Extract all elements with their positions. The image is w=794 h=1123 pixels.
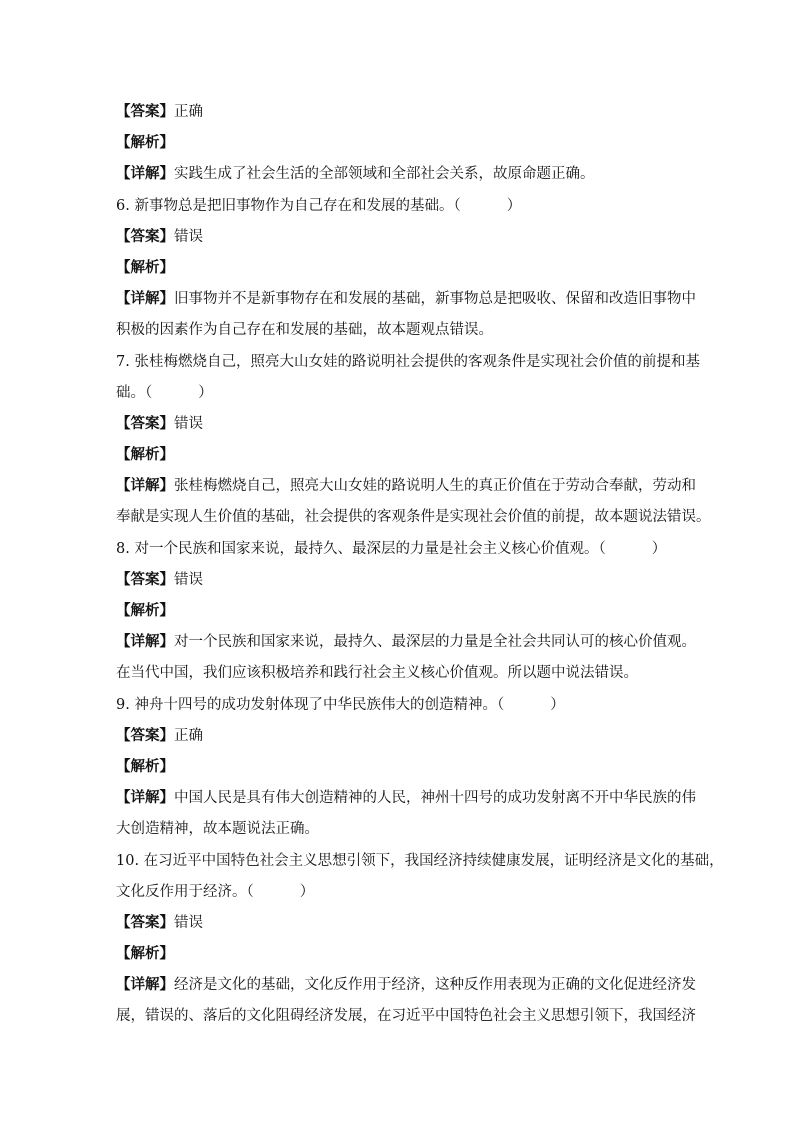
detail-line: 【详解】中国人民是具有伟大创造精神的人民，神州十四号的成功发射离不开中华民族的伟 xyxy=(116,789,696,806)
answer-tag: 【答案】 xyxy=(116,103,174,120)
detail-tag: 【详解】 xyxy=(116,477,174,494)
analysis-line xyxy=(116,758,174,776)
analysis-line xyxy=(116,602,174,620)
detail-line: 【详解】经济是文化的基础，文化反作用于经济，这种反作用表现为正确的文化促进经济发 xyxy=(116,976,696,993)
question-7: 7. 张桂梅燃烧自己，照亮大山女娃的路说明社会提供的客观条件是实现社会价值的前提和基 xyxy=(116,354,700,370)
analysis-tag: 【解析】 xyxy=(116,602,174,619)
detail-continuation: 奉献是实现人生价值的基础，社会提供的客观条件是实现社会价值的前提，故本题说法错误。 xyxy=(116,509,711,525)
detail-line: 【详解】实践生成了社会生活的全部领域和全部社会关系，故原命题正确。 xyxy=(116,165,595,182)
detail-tag: 【详解】 xyxy=(116,290,174,307)
detail-line: 【详解】对一个民族和国家来说，最持久、最深层的力量是全社会共同认可的核心价值观。 xyxy=(116,633,696,650)
detail-line: 【详解】旧事物并不是新事物存在和发展的基础，新事物总是把吸收、保留和改造旧事物中 xyxy=(116,290,696,307)
detail-tag: 【详解】 xyxy=(116,789,174,806)
analysis-tag: 【解析】 xyxy=(116,945,174,962)
analysis-line xyxy=(116,259,174,277)
question-9: 9. 神舟十四号的成功发射体现了中华民族伟大的创造精神。（ ） xyxy=(116,697,565,713)
detail-continuation: 展，错误的、落后的文化阻碍经济发展，在习近平中国特色社会主义思想引领下，我国经济 xyxy=(116,1008,696,1024)
analysis-tag: 【解析】 xyxy=(116,758,174,775)
detail-tag: 【详解】 xyxy=(116,633,174,650)
detail-tag: 【详解】 xyxy=(116,165,174,182)
answer-line: 【答案】正确 xyxy=(116,727,203,744)
answer-line: 【答案】错误 xyxy=(116,914,203,931)
analysis-tag: 【解析】 xyxy=(116,259,174,276)
analysis-line xyxy=(116,134,174,152)
answer-tag: 【答案】 xyxy=(116,228,174,245)
answer-tag: 【答案】 xyxy=(116,727,174,744)
question-10: 10. 在习近平中国特色社会主义思想引领下，我国经济持续健康发展，证明经济是文化的基础， xyxy=(116,853,724,869)
answer-tag: 【答案】 xyxy=(116,415,174,432)
answer-line: 【答案】正确 xyxy=(116,103,203,120)
answer-tag: 【答案】 xyxy=(116,914,174,931)
answer-line: 【答案】错误 xyxy=(116,415,203,432)
analysis-line xyxy=(116,446,174,464)
answer-line: 【答案】错误 xyxy=(116,571,203,588)
detail-continuation: 大创造精神，故本题说法正确。 xyxy=(116,821,319,837)
question-10-continuation: 文化反作用于经济。（ ） xyxy=(116,884,315,900)
question-8: 8. 对一个民族和国家来说，最持久、最深层的力量是社会主义核心价值观。（ ） xyxy=(116,541,667,557)
detail-tag: 【详解】 xyxy=(116,976,174,993)
analysis-tag: 【解析】 xyxy=(116,134,174,151)
question-7-continuation: 础。（ ） xyxy=(116,385,213,401)
analysis-line xyxy=(116,945,174,963)
detail-line: 【详解】张桂梅燃烧自己，照亮大山女娃的路说明人生的真正价值在于劳动合奉献，劳动和 xyxy=(116,477,696,494)
detail-continuation: 在当代中国，我们应该积极培养和践行社会主义核心价值观。所以题中说法错误。 xyxy=(116,665,638,681)
analysis-tag: 【解析】 xyxy=(116,446,174,463)
answer-line: 【答案】错误 xyxy=(116,228,203,245)
answer-tag: 【答案】 xyxy=(116,571,174,588)
detail-continuation: 积极的因素作为自己存在和发展的基础，故本题观点错误。 xyxy=(116,322,493,338)
question-6: 6. 新事物总是把旧事物作为自己存在和发展的基础。（ ） xyxy=(116,198,522,214)
